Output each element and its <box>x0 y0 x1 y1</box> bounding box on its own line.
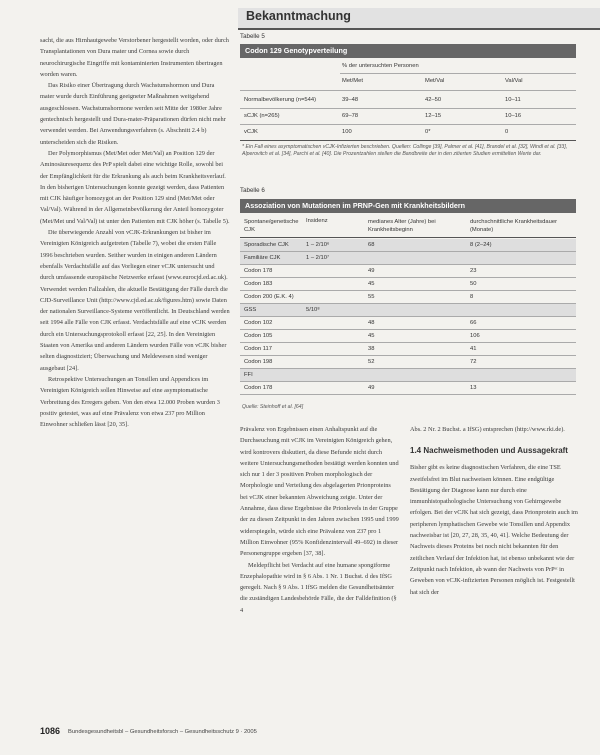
table6-row <box>240 304 576 317</box>
table6-cell-duration: 106 <box>470 333 480 339</box>
table6-row <box>240 382 576 395</box>
table6-cell-incidence: 5/10⁸ <box>306 307 320 313</box>
journal-citation: Bundesgesundheitsbl – Gesundheitsforsch – Gesundheitsschutz 9 · 2005 <box>68 729 257 735</box>
table6-header: Spontane/genetische CJK <box>244 219 299 233</box>
table5-cell: 0* <box>425 129 431 135</box>
section-heading: 1.4 Nachweismethoden und Aussagekraft <box>410 446 568 456</box>
table6-cell-label: Codon 200 (E.K. 4) <box>244 294 294 300</box>
table6-cell-age: 55 <box>368 294 375 300</box>
header-rule <box>238 28 600 30</box>
table6-cell-label: Codon 178 <box>244 268 273 274</box>
table5-col-header: Met/Val <box>425 78 445 84</box>
table6-header: durchschnittliche Krankheitsdauer (Monate) <box>470 219 558 233</box>
table6-cell-label: Codon 198 <box>244 359 273 365</box>
table6-source: Quelle: Steinhoff et al. [64] <box>242 404 304 410</box>
table6-cell-duration: 66 <box>470 320 477 326</box>
table5-cell: 12–15 <box>425 113 442 119</box>
table6-row <box>240 278 576 291</box>
left-paragraph: sacht, die aus Hirnhautgewebe Verstorbener hergestellt worden, oder durch Transplantationen von Dura mater und Cornea sowie durch neurochirurgische Eingriffe mit kontaminierten Instrumenten übertragen worden waren. <box>40 37 229 78</box>
left-paragraph: Das Risiko einer Übertragung durch Wachstumshormon und Dura mater wurde durch Einführung geeigneter Maßnahmen weitgehend ausgeschlossen. Wachstumshormone werden seit Mitte der 1980er Jahre gentechnisch hergestellt und Dura-mater-Präparationen dürfen nicht mehr verwendet werden. Bei Anwendungsverfahren (s. Abschnitt 2.4 b) unterscheiden sich die Risiken. <box>40 82 226 146</box>
table6-cell-incidence: 1 – 2/10⁷ <box>306 255 330 261</box>
table6-cell-age: 49 <box>368 385 375 391</box>
table6-cell-duration: 8 (2–24) <box>470 242 492 248</box>
table6-cell-age: 38 <box>368 346 375 352</box>
table6-cell-label: Codon 105 <box>244 333 273 339</box>
table6-cell-duration: 8 <box>470 294 474 300</box>
table6-cell-duration: 41 <box>470 346 477 352</box>
table6-cell-age: 45 <box>368 333 375 339</box>
table6-label: Tabelle 6 <box>240 187 265 194</box>
table5-col-header: Met/Met <box>342 78 363 84</box>
table6-row <box>240 252 576 265</box>
left-paragraph: Die überwiegende Anzahl von vCJK-Erkrankungen ist bisher im Vereinigten Königreich aufgetreten (Tabelle 7), wobei die ersten Fälle 1996 beschrieben wurden. Seither wurden in einigen anderen Ländern ebenfalls Verdachtsfälle auf das Vorliegen einer vCJK untersucht und durch umfassende europäische Netzwerke erfasst (www.eurocjd.ed.ac.uk). Verwendet werden Fallzahlen, die aktuelle Bestätigung der Fälle durch die CJD-Surveillance Unit (http://www.cjd.ed.ac.uk/figures.htm) sowie Daten der nationalen Surveillance-Systeme veröffentlicht. In Deutschland werden seit 1994 alle Fälle von CJK erfasst. Verdachtsfälle auf eine vCJK werden durch ein Untersuchungsprotokoll erfasst [22, 25]. In den Vereinigten Staaten von Amerika und anderen Ländern wurden Fälle von vCJK bisher selten diagnostiziert; Überwachung und Meldewesen sind weniger ausgebaut [24]. <box>40 229 230 372</box>
table6-row <box>240 330 576 343</box>
table5-row-label: vCJK <box>244 129 258 135</box>
table5-cell: 10–16 <box>505 113 522 119</box>
table6-header: Insidenz <box>306 218 328 224</box>
table6-cell-incidence: 1 – 2/10⁶ <box>306 242 330 248</box>
section-title: Bekanntmachung <box>246 9 351 23</box>
mid-paragraph: Prävalenz von Ergebnissen einen Anhaltspunkt auf die Durchseuchung mit vCJK im Vereinigten Königreich gehen, wird kontrovers diskutiert, da diese Befunde nicht durch weitere Untersuchungsmethoden bestätigt werden konnten und sich nur 1 der 3 positiven Proben morphologisch der Morphologie und Verteilung des abgelagerten Prionproteins bei vCJK einer bekannten Abweichung zeigte. Unter der Annahme, dass diese Ergebnisse die Prionlevels in der Gruppe der zu diesen Zeitpunkt in den Jahren zwischen 1995 und 1999 widerspiegeln, würde sich eine Prävalenz von 237 pro 1 Million Einwohner (95% Konfidenzintervall 49–692) in dieser Personengruppe ergeben [37, 38]. <box>240 426 399 558</box>
table6-row <box>240 317 576 330</box>
table6-cell-label: Codon 102 <box>244 320 273 326</box>
table6-row <box>240 291 576 304</box>
table6-row <box>240 356 576 369</box>
table6-row <box>240 369 576 382</box>
table5-cell: 0 <box>505 129 509 135</box>
table6-cell-age: 45 <box>368 281 375 287</box>
left-column <box>40 35 230 430</box>
table6-row <box>240 239 576 252</box>
table6-title: Assoziation von Mutationen im PRNP-Gen mit Krankheitsbildern <box>240 199 576 213</box>
table6-row <box>240 265 576 278</box>
table5-group-header: % der untersuchten Personen <box>342 63 419 69</box>
table6-cell-label: Codon 117 <box>244 346 272 352</box>
right-intro: Abs. 2 Nr. 2 Buchst. a IfSG) entsprechen (http://www.rki.de). <box>410 426 565 433</box>
table6-cell-label: Codon 178 <box>244 385 273 391</box>
table6-cell-age: 68 <box>368 242 375 248</box>
table6 <box>240 214 576 414</box>
table5-cell: 100 <box>342 129 352 135</box>
table5-cell: 42–50 <box>425 97 442 103</box>
table5-label: Tabelle 5 <box>240 33 265 40</box>
table5-cell: 69–78 <box>342 113 359 119</box>
table6-cell-label: Familiäre CJK <box>244 255 281 261</box>
table6-cell-duration: 23 <box>470 268 477 274</box>
table5 <box>240 60 576 220</box>
table5-title: Codon 129 Genotypverteilung <box>240 44 576 58</box>
table6-cell-label: Sporadische CJK <box>244 242 289 248</box>
left-paragraph: Retrospektive Untersuchungen an Tonsillen und Appendices im Vereinigten Königreich sollen Hinweise auf eine asymptomatische Verbreitung des Erregers geben. Von den etwa 12.000 Proben wurden 3 positiv getestet, was auf eine Prävalenz von etwa 237 pro Million Einwohner schließen lässt [20, 35]. <box>40 375 220 429</box>
table5-col-header: Val/Val <box>505 78 523 84</box>
table6-cell-age: 52 <box>368 359 375 365</box>
page-number: 1086 <box>40 726 61 736</box>
table5-cell: 10–11 <box>505 97 521 103</box>
table5-footnote: * Ein Fall eines asymptomatischen vCJK-Infizierten beschrieben. Quellen: Collinge [39], Palmer et al. [41], Brandel et al. [32], Windl et al. [33], Alperovitch et al. [34], Parchi et al. [40]. Die Prozentzahlen stellen die Bandbreite der in den zitierten Studien ermittelten Werte dar. <box>242 144 568 157</box>
table6-cell-label: Codon 183 <box>244 281 273 287</box>
table6-row <box>240 343 576 356</box>
table6-cell-duration: 13 <box>470 385 477 391</box>
mid-column <box>240 424 400 616</box>
table6-cell-age: 48 <box>368 320 375 326</box>
table6-header: medianes Alter (Jahre) bei Krankheitsbeginn <box>368 219 436 233</box>
right-column <box>410 424 578 598</box>
table5-row-label: Normalbevölkerung (n=544) <box>244 97 317 103</box>
table6-cell-label: GSS <box>244 307 257 313</box>
left-paragraph: Der Polymorphismus (Met/Met oder Met/Val) an Position 129 der Aminosäuresequenz des PrP spielt dabei eine wichtige Rolle, sowohl bei der Empfänglichkeit für die Erkrankung als auch beim Krankheitsverlauf. In den bisherigen Untersuchungen konnte gezeigt werden, dass Patienten mit CJK häufiger homozygot an der Position 129 sind (Met/Met oder Val/Val). Während in der Allgemeinbevölkerung der Anteil homozygoter (Met/Met und Val/Val) ist unter den Patienten mit CJK höher (s. Tabelle 5). <box>40 149 230 225</box>
table5-cell: 39–48 <box>342 97 359 103</box>
table6-cell-age: 49 <box>368 268 375 274</box>
right-paragraph: Bisher gibt es keine diagnostischen Verfahren, die eine TSE zweifelsfrei im Blut nachweisen können. Eine endgültige Bestätigung der Diagnose kann nur durch eine immunhistopathologische Untersuchung von Gehirngewebe erfolgen. Bei der vCJK hat sich gezeigt, dass Prionprotein auch im peripheren lymphatischen Gewebe wie Tonsillen und Appendix nachweisbar ist [20, 27, 28, 35, 40, 41]. Welche Bedeutung der Nachweis dieses Proteins bei noch nicht bekannten für den zeitlichen Verlauf der Infektion hat, ist ebenso unbekannt wie der Zeitpunkt nach Infektion, ab wann der Nachweis von PrPˢᶜ in Geweben von vCJK-infizierten Personen möglich ist. Festgestellt hat sich der <box>410 464 578 596</box>
table6-cell-duration: 72 <box>470 359 477 365</box>
table5-row-label: sCJK (n=265) <box>244 113 280 119</box>
mid-paragraph: Meldepflicht bei Verdacht auf eine humane spongiforme Enzephalopathie wird in § 6 Abs. 1 Nr. 1 Buchst. d des IfSG geregelt. Nach § 9 Abs. 1 IfSG melden die Gesundheitsämter die zuständigen Landesbehörde Fälle, die der Falldefinition (§ 4 <box>240 561 397 614</box>
table6-cell-label: FFI <box>244 372 253 378</box>
table6-cell-duration: 50 <box>470 281 477 287</box>
